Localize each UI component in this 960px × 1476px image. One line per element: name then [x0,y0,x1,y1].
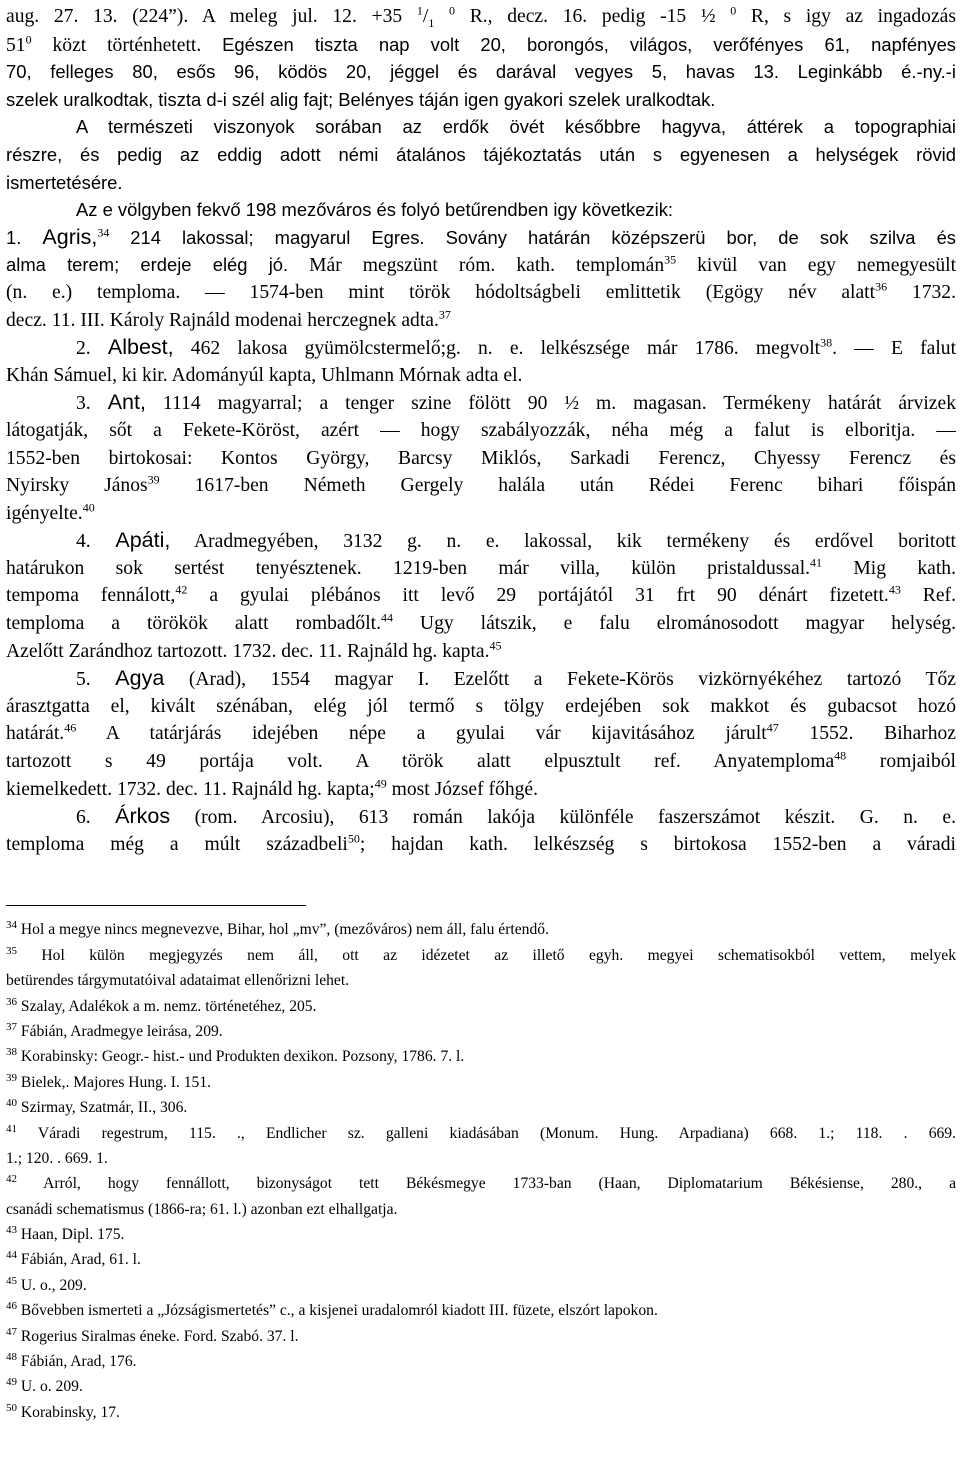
footnote-line: $^{38}$ Korabinsky: Geogr.- hist.- und Produkten dexikon. Pozsony, 1786. 7. l. [6,1046,465,1066]
footnote-line: $^{45}$ U. o., 209. [6,1274,87,1294]
footnote-line: betürendes tárgymutatóival adataimat ellenőrizni lehet. [6,972,350,990]
text-line: (n. e.) temploma. — 1574-ben mint török hódoltságbeli emlittetik (Egögy név alatt$^{36}$ 1732. [6,279,957,303]
footnote-line: $^{49}$ U. o. 209. [6,1376,83,1396]
footnote-line: $^{47}$ Rogerius Siralmas éneke. Ford. Szabó. 37. l. [6,1325,299,1345]
text-line: Azelőtt Zarándhoz tartozott. 1732. dec. 11. Rajnáld hg. kapta.$^{45}$ [6,638,502,662]
text-line: tartozott s 49 portája volt. A török alatt elpusztult ref. Anyatemploma$^{48}$ romjaiból [6,748,956,773]
text-line: határát.$^{46}$ A tatárjárás idejében népe a gyulai vár kijavitásához járult$^{47}$ 1552. Biharhoz [6,720,956,745]
text-line: 70, felleges 80, esős 96, ködös 20, jéggel és darával vegyes 5, havas 13. Leginkább é.-ny.-i [6,61,956,83]
text-line: árasztgatta el, kivált szénában, elég jól termő s tölgy erdejében sok makkot és gubacsot hozó [6,695,956,717]
text-line: határukon sok sertést tenyésztenek. 1219-ben már villa, külön pristaldussal.$^{41}$ Mig kath. [6,555,956,579]
footnote-line: $^{39}$ Bielek,. Majores Hung. I. 151. [6,1071,212,1091]
text-line: ismertetésére. [6,171,123,193]
text-line: aug. 27. 13. (224”). A meleg jul. 12. +35 $^1/_1$ $^0$ R., decz. 16. pedig -15 ½ $^0$ R, s igy az ingadozás [6,3,956,30]
text-line: tempoma fennálott,$^{42}$ a gyulai plébános itt levő 29 portájától 31 frt 90 dénárt fizetett.$^{43}$ Ref. [6,582,956,607]
text-line: alma terem; erdeje elég jó. Már megszünt róm. kath. templomán$^{35}$ kivül van egy nemegyesült [6,252,957,277]
text-line: szelek uralkodtak, tiszta d-i szél alig fajt; Belényes táján igen gyakori szelek uralkodtak. [6,88,716,110]
footnote-line: $^{34}$ Hol a megye nincs megnevezve, Bihar, hol „mv”, (mezőváros) nem áll, falu értendő. [6,919,549,939]
text-line: 6. Árkos (rom. Arcosiu), 613 román lakója különféle faszerszámot készit. G. n. e. [76,804,957,829]
footnote-line: $^{36}$ Szalay, Adalékok a m. nemz. történetéhez, 205. [6,995,317,1015]
footnote-line: $^{42}$ Arról, hogy fennállott, bizonyságot tett Békésmegye 1733-ban (Haan, Diplomatarium Békésiense, 280., a [6,1173,956,1193]
footnote-separator [6,905,306,906]
text-line: 1. Agris,$^{34}$ 214 lakossal; magyarul Egres. Sovány határán középszerü bor, de sok szilva és [6,224,957,249]
footnote-line: $^{50}$ Korabinsky, 17. [6,1401,120,1421]
footnote-line: $^{43}$ Haan, Dipl. 175. [6,1223,125,1244]
text-line: kiemelkedett. 1732. dec. 11. Rajnáld hg. kapta;$^{49}$ most József főhgé. [6,776,539,800]
text-line: 5. Agya (Arad), 1554 magyar I. Ezelőtt a Fekete-Körös vizkörnyékéhez tartozó Tőz [76,666,956,691]
footnote-line: $^{46}$ Bővebben ismerteti a „Józságismertetés” c., a kisjenei uradalomról kiadott III. füzete, elszórt lapokon. [6,1300,658,1320]
footnote-line: csanádi schematismus (1866-ra; 61. l.) azonban ezt elhallgatja. [6,1200,398,1218]
text-line: decz. 11. III. Károly Rajnáld modenai herczegnek adta.$^{37}$ [6,307,451,331]
text-line: igényelte.$^{40}$ [6,500,95,524]
text-line: Az e völgyben fekvő 198 mezőváros és folyó betűrendben igy következik: [76,199,674,221]
text-line: részre, és pedig az eddig adott némi átalános tájékoztatás után s egyenesen a helységek rövid [6,143,956,165]
text-line: A természeti viszonyok sorában az erdők övét későbbre hagyva, áttérek a topographiai [76,116,956,138]
text-line: 2. Albest, 462 lakosa gyümölcstermelő;g. n. e. lelkészsége már 1786. megvolt$^{38}$. — E falut [76,335,957,360]
text-line: 1552-ben birtokosai: Kontos György, Barcsy Miklós, Sarkadi Ferencz, Chyessy Ferencz és [6,447,956,469]
text-line: temploma még a múlt századbeli$^{50}$; hajdan kath. lelkészség s birtokosa 1552-ben a váradi [6,831,956,855]
footnote-line: 1.; 120. . 669. 1. [6,1149,108,1167]
text-line: Nyirsky János$^{39}$ 1617-ben Németh Gergely halála után Rédei Ferenc bihari főispán [6,472,956,497]
footnote-line: $^{48}$ Fábián, Arad, 176. [6,1350,137,1371]
main-text [6,3,956,858]
footnotes [6,917,956,1425]
text-line: 3. Ant, 1114 magyarral; a tenger szine fölött 90 ½ m. magasan. Termékeny határát árvizek [76,390,956,415]
text-line: Khán Sámuel, ki kir. Adományúl kapta, Uhlmann Mórnak adta el. [6,364,523,386]
text-line: temploma a törökök alatt rombadőlt.$^{44}$ Ugy látszik, e falu elrománosodott magyar helység. [6,610,956,635]
text-line: látogatják, sőt a Fekete-Köröst, azért — hogy szabályozzák, néha még a falut is elboritja. — [6,419,956,441]
footnote-line: $^{40}$ Szirmay, Szatmár, II., 306. [6,1096,188,1117]
text-line: 4. Apáti, Aradmegyében, 3132 g. n. e. lakossal, kik termékeny és erdővel boritott [76,528,956,553]
footnote-line: $^{41}$ Váradi regestrum, 115. ., Endlicher sz. galleni kiadásában (Monum. Hung. Arpadiana) 668. 1.; 118. . 669. [6,1122,956,1142]
footnote-line: $^{37}$ Fábián, Aradmegye leirása, 209. [6,1020,223,1040]
footnote-line: $^{35}$ Hol külön megjegyzés nem áll, ott az idézetet az illető egyh. megyei schematisokból vettem, melyek [6,944,956,964]
text-line: $51^0$ közt történhetett. Egészen tiszta nap volt 20, borongós, világos, verőfényes 61, napfényes [6,32,956,56]
footnote-line: $^{44}$ Fábián, Arad, 61. l. [6,1249,141,1269]
